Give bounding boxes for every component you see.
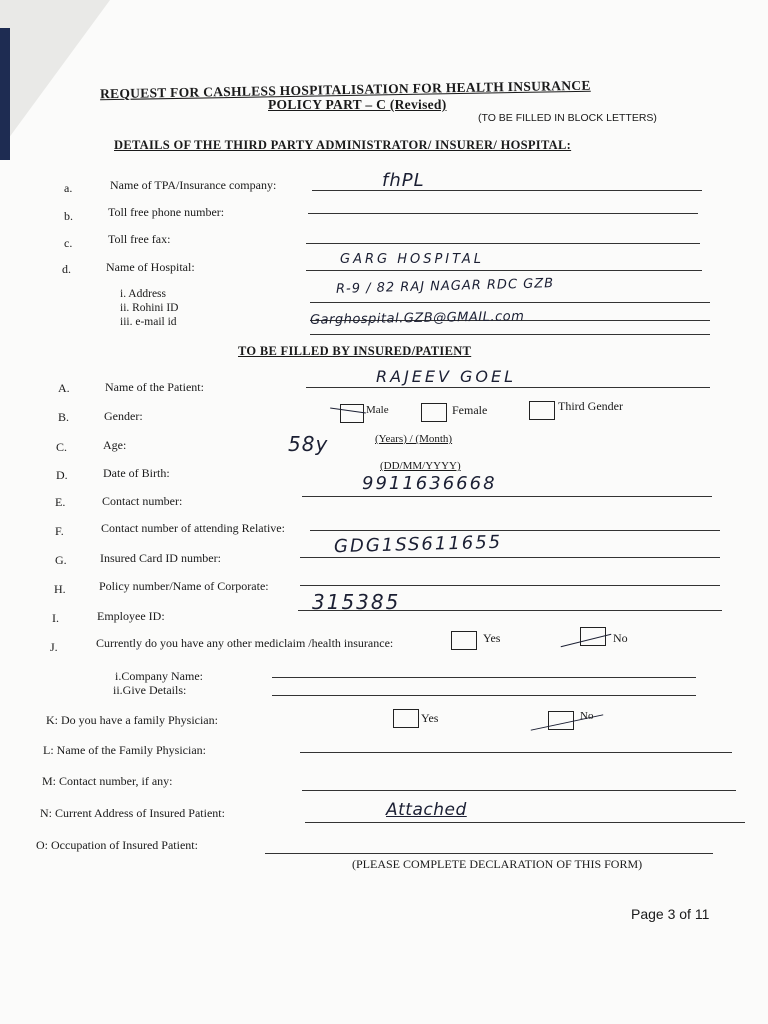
row-marker: B. — [58, 410, 70, 424]
page-number: Page 3 of 11 — [631, 906, 710, 922]
occupation-line[interactable] — [265, 853, 713, 854]
row-marker: D. — [56, 468, 68, 482]
age-units: (Years) / (Month) — [375, 433, 453, 445]
family-physician-label: K: Do you have a family Physician: — [46, 713, 218, 727]
card-id-label: Insured Card ID number: — [100, 551, 221, 565]
female-option-label: Female — [452, 403, 488, 417]
email-value: Garghospital.GZB@GMAIL.com — [309, 309, 525, 328]
family-physician-yes-label: Yes — [421, 711, 439, 725]
current-address-value: Attached — [386, 800, 467, 820]
card-id-value: GDG1SS611655 — [333, 531, 503, 558]
give-details-line[interactable] — [272, 695, 696, 696]
form-title-line1: REQUEST FOR CASHLESS HOSPITALISATION FOR HEALTH INSURANCE — [99, 77, 591, 102]
contact-number-label: Contact number: — [102, 494, 183, 508]
tpa-section-heading: DETAILS OF THE THIRD PARTY ADMINISTRATOR/ INSURER/ HOSPITAL: — [114, 138, 572, 152]
family-physician-yes-checkbox[interactable] — [393, 709, 419, 728]
age-label: Age: — [103, 438, 127, 452]
row-marker: F. — [55, 524, 64, 538]
tpa-name-value: fhPL — [382, 170, 425, 191]
hospital-name-label: Name of Hospital: — [106, 260, 195, 274]
patient-section-heading: TO BE FILLED BY INSURED/PATIENT — [238, 344, 472, 358]
third-gender-option-label: Third Gender — [558, 399, 623, 413]
toll-free-phone-label: Toll free phone number: — [108, 205, 225, 219]
row-marker: a. — [64, 181, 73, 195]
family-physician-no-label: No — [580, 710, 594, 722]
occupation-label: O: Occupation of Insured Patient: — [36, 838, 198, 852]
block-letters-note: (TO BE FILLED IN BLOCK LETTERS) — [478, 112, 657, 124]
company-name-line[interactable] — [272, 677, 696, 678]
page-edge — [0, 28, 10, 160]
dob-format: (DD/MM/YYYY) — [380, 460, 461, 472]
physician-name-label: L: Name of the Family Physician: — [43, 743, 206, 757]
male-checkbox[interactable] — [340, 404, 364, 423]
relative-contact-label: Contact number of attending Relative: — [101, 521, 285, 535]
declaration-note: (PLEASE COMPLETE DECLARATION OF THIS FORM) — [352, 857, 643, 871]
row-marker: H. — [54, 582, 66, 596]
employee-id-label: Employee ID: — [97, 609, 165, 623]
tpa-name-line[interactable] — [312, 190, 702, 191]
rohini-id-label: ii. Rohini ID — [120, 302, 179, 314]
patient-name-line[interactable] — [306, 387, 710, 388]
row-marker: I. — [52, 611, 59, 625]
toll-free-fax-line[interactable] — [306, 243, 700, 244]
tpa-name-label: Name of TPA/Insurance company: — [110, 178, 277, 192]
toll-free-fax-label: Toll free fax: — [108, 232, 171, 246]
contact-number-line[interactable] — [302, 496, 712, 497]
hospital-name-line[interactable] — [306, 270, 702, 271]
toll-free-phone-line[interactable] — [308, 213, 698, 214]
row-marker: C. — [56, 440, 68, 454]
page-fold — [0, 0, 110, 150]
other-insurance-yes-checkbox[interactable] — [451, 631, 477, 650]
contact-number-value: 9911636668 — [362, 473, 497, 494]
other-insurance-yes-label: Yes — [483, 631, 501, 645]
policy-number-label: Policy number/Name of Corporate: — [99, 579, 269, 593]
give-details-label: ii.Give Details: — [113, 683, 187, 697]
policy-number-line[interactable] — [300, 585, 720, 586]
hospital-name-value: GARG HOSPITAL — [340, 252, 485, 267]
female-checkbox[interactable] — [421, 403, 447, 422]
address-line[interactable] — [310, 302, 710, 303]
physician-name-line[interactable] — [300, 752, 732, 753]
row-marker: J. — [50, 640, 58, 654]
physician-contact-line[interactable] — [302, 790, 736, 791]
male-option-label: Male — [366, 404, 389, 416]
row-marker: c. — [64, 236, 73, 250]
patient-name-label: Name of the Patient: — [105, 380, 204, 394]
dob-label: Date of Birth: — [103, 466, 170, 480]
row-marker: G. — [55, 553, 67, 567]
email-line[interactable] — [310, 334, 710, 335]
current-address-line[interactable] — [305, 822, 745, 823]
other-insurance-no-label: No — [613, 631, 628, 645]
address-value: R-9 / 82 RAJ NAGAR RDC GZB — [335, 276, 555, 297]
row-marker: b. — [64, 209, 73, 223]
row-marker: d. — [62, 262, 71, 276]
patient-name-value: RAJEEV GOEL — [376, 367, 517, 386]
gender-label: Gender: — [104, 409, 143, 423]
other-insurance-label: Currently do you have any other mediclaim /health insurance: — [96, 636, 394, 650]
row-marker: A. — [58, 381, 70, 395]
third-gender-checkbox[interactable] — [529, 401, 555, 420]
company-name-label: i.Company Name: — [115, 669, 203, 683]
address-label: i. Address — [120, 288, 166, 300]
card-id-line[interactable] — [300, 557, 720, 558]
physician-contact-label: M: Contact number, if any: — [42, 774, 173, 788]
employee-id-value: 315385 — [312, 590, 401, 614]
row-marker: E. — [55, 495, 66, 509]
email-id-label: iii. e-mail id — [120, 316, 177, 328]
age-value: 58y — [288, 432, 329, 456]
relative-contact-line[interactable] — [310, 530, 720, 531]
form-title-line2: POLICY PART – C (Revised) — [268, 97, 447, 112]
current-address-label: N: Current Address of Insured Patient: — [40, 806, 225, 820]
